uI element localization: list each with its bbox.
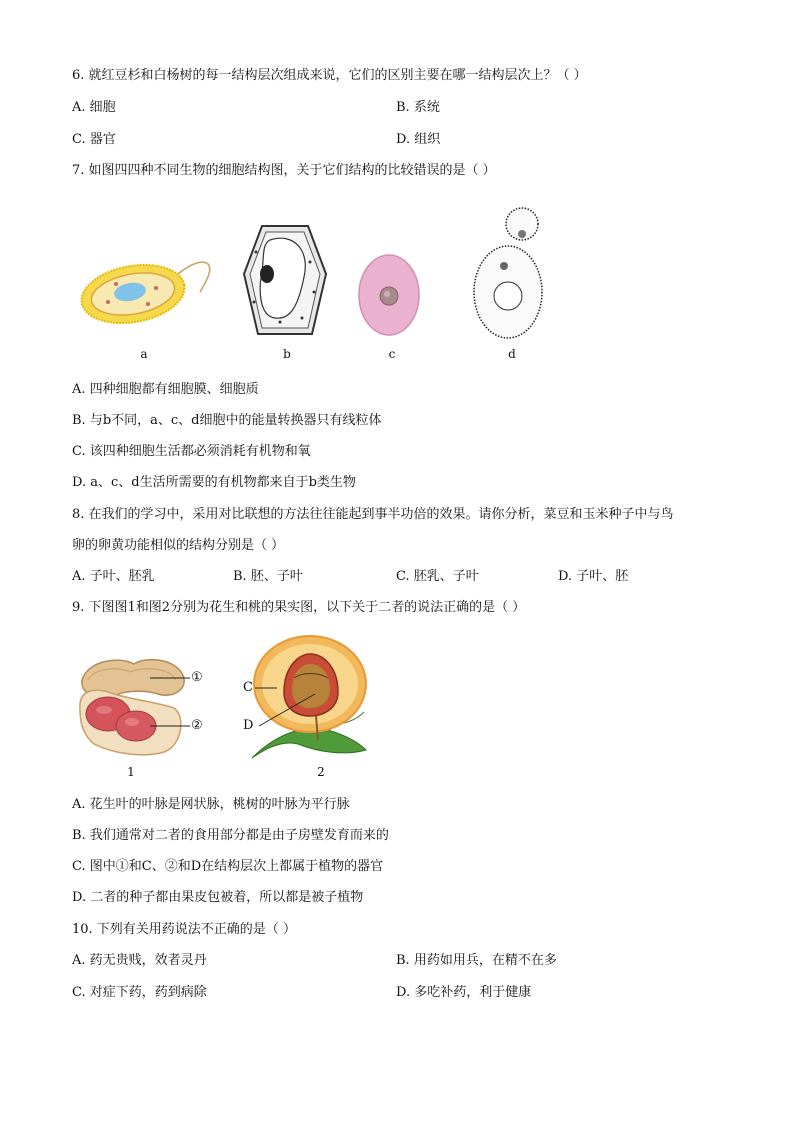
q10-option-b: B. 用药如用兵，在精不在多	[396, 953, 557, 968]
q7-option-d: D. a、c、d生活所需要的有机物都来自于b类生物	[72, 475, 356, 490]
figure-label-c: c	[388, 347, 396, 361]
q8-option-a: A. 子叶、胚乳	[72, 569, 155, 584]
q6-option-d: D. 组织	[396, 132, 441, 147]
peach-label-d: D	[243, 718, 254, 733]
q8-option-c: C. 胚乳、子叶	[396, 569, 479, 584]
q9-stem: 9. 下图图1和图2分别为花生和桃的果实图，以下关于二者的说法正确的是（ ）	[72, 600, 526, 615]
figure-label-b: b	[283, 347, 291, 361]
q7-option-a: A. 四种细胞都有细胞膜、细胞质	[72, 382, 259, 397]
yeast-cell-figure	[470, 204, 555, 342]
figure-label-d: d	[508, 347, 516, 361]
q9-option-d: D. 二者的种子都由果皮包被着，所以都是被子植物	[72, 890, 364, 905]
figure-label-a: a	[140, 347, 148, 361]
q8-option-d: D. 子叶、胚	[558, 569, 629, 584]
q6-option-c: C. 器官	[72, 132, 116, 147]
peanut-label-1: ①	[191, 670, 203, 685]
q9-option-b: B. 我们通常对二者的食用部分都是由子房壁发育而来的	[72, 828, 389, 843]
q7-option-c: C. 该四种细胞生活都必须消耗有机物和氧	[72, 444, 311, 459]
q6-option-b: B. 系统	[396, 100, 440, 115]
peach-leader-lines	[255, 680, 335, 730]
q9-option-a: A. 花生叶的叶脉是网状脉，桃树的叶脉为平行脉	[72, 797, 350, 812]
q8-stem-line-1: 8. 在我们的学习中，采用对比联想的方法往往能起到事半功倍的效果。请你分析，菜豆和玉米种子中与鸟	[72, 507, 674, 522]
peach-label-c: C	[243, 680, 253, 695]
q8-option-b: B. 胚、子叶	[233, 569, 303, 584]
plant-cell-figure	[240, 222, 330, 340]
figure-caption-2: 2	[317, 765, 325, 779]
q7-option-b: B. 与b不同，a、c、d细胞中的能量转换器只有线粒体	[72, 413, 382, 428]
q10-option-d: D. 多吃补药，利于健康	[396, 985, 532, 1000]
q7-stem: 7. 如图四四种不同生物的细胞结构图，关于它们结构的比较错误的是（ ）	[72, 163, 496, 178]
peanut-label-2: ②	[191, 718, 203, 733]
figure-caption-1: 1	[127, 765, 135, 779]
q10-option-a: A. 药无贵贱，效者灵丹	[72, 953, 207, 968]
q8-stem-line-2: 卵的卵黄功能相似的结构分别是（ ）	[72, 538, 285, 553]
q10-stem: 10. 下列有关用药说法不正确的是（ ）	[72, 922, 296, 937]
q10-option-c: C. 对症下药，药到病除	[72, 985, 207, 1000]
q6-stem: 6. 就红豆杉和白杨树的每一结构层次组成来说，它们的区别主要在哪一结构层次上？（ ）	[72, 68, 587, 83]
bacterium-cell-figure	[78, 252, 218, 332]
q6-option-a: A. 细胞	[72, 100, 116, 115]
q9-option-c: C. 图中①和C、②和D在结构层次上都属于植物的器官	[72, 859, 384, 874]
animal-cell-figure	[355, 250, 423, 340]
